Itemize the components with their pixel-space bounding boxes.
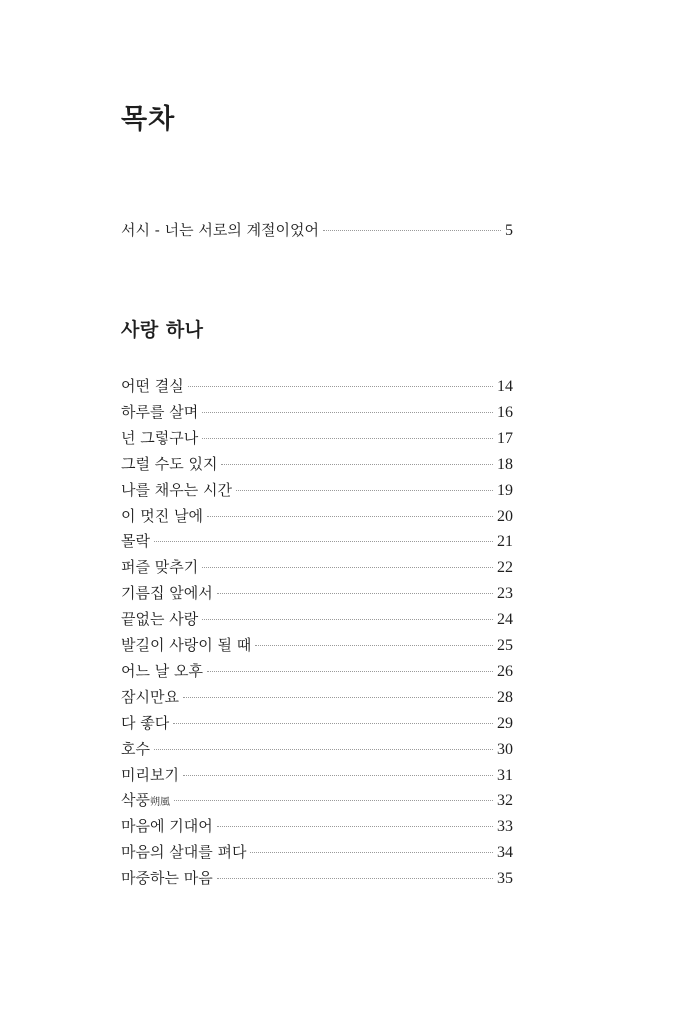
toc-entry-label: 어떤 결실	[121, 377, 184, 395]
toc-entry[interactable]	[121, 530, 513, 552]
toc-entry-label: 마음에 기대어	[121, 817, 213, 836]
toc-entry-page: 18	[497, 455, 513, 473]
toc-entry[interactable]	[121, 505, 513, 527]
dot-leader	[154, 749, 493, 750]
toc-entry-label: 마중하는 마음	[121, 869, 213, 888]
toc-entry-page: 31	[497, 766, 513, 784]
toc-entry-page: 35	[497, 870, 513, 888]
toc-entry-label: 잠시만요	[121, 687, 179, 706]
toc-entry-label: 몰락	[121, 532, 150, 551]
toc-entry[interactable]	[121, 660, 513, 682]
toc-entry-label: 발길이 사랑이 될 때	[121, 636, 252, 654]
toc-entry[interactable]	[121, 427, 513, 449]
dot-leader	[217, 878, 493, 879]
toc-entry-page: 34	[497, 844, 513, 862]
dot-leader	[221, 464, 493, 465]
section-title: 사랑 하나	[121, 319, 204, 341]
toc-entry-page: 16	[497, 403, 513, 421]
toc-entry-page: 26	[497, 662, 513, 680]
toc-entry-label: 다 좋다	[121, 713, 170, 732]
toc-entry-page: 20	[497, 507, 513, 525]
toc-entry-label: 퍼즐 맞추기	[121, 558, 199, 577]
toc-entry-label: 어느 날 오후	[121, 661, 203, 680]
toc-entry[interactable]	[121, 738, 513, 760]
toc-entry-label: 그럴 수도 있지	[121, 454, 218, 473]
toc-entry[interactable]	[121, 556, 513, 578]
toc-entry[interactable]	[121, 479, 513, 501]
dot-leader	[154, 541, 493, 542]
toc-entry[interactable]	[121, 608, 513, 630]
toc-entry[interactable]	[121, 582, 513, 604]
toc-entry-label: 끝없는 사랑	[121, 610, 199, 629]
toc-entry[interactable]	[121, 789, 513, 811]
dot-leader	[183, 697, 493, 698]
toc-entry-page: 23	[497, 585, 513, 603]
toc-entry-label: 삭풍	[121, 791, 150, 810]
dot-leader	[207, 516, 493, 517]
toc-entry[interactable]	[121, 686, 513, 708]
toc-entry-page: 5	[505, 222, 513, 239]
dot-leader	[202, 412, 493, 413]
toc-entry-page: 24	[497, 611, 513, 629]
dot-leader	[255, 645, 493, 646]
toc-entry[interactable]	[121, 712, 513, 734]
dot-leader	[173, 723, 493, 724]
dot-leader	[217, 593, 493, 594]
toc-entry-label: 기름집 앞에서	[121, 584, 213, 603]
toc-entry-label: 미리보기	[121, 765, 179, 784]
toc-entry-label: 호수	[121, 739, 150, 758]
toc-entry-page: 29	[497, 714, 513, 732]
toc-entry-page: 33	[497, 818, 513, 836]
toc-entry-page: 25	[497, 637, 513, 654]
toc-entry[interactable]	[121, 634, 513, 656]
toc-entry[interactable]	[121, 764, 513, 786]
toc-title: 목차	[121, 104, 176, 135]
dot-leader	[202, 619, 493, 620]
dot-leader	[202, 438, 493, 439]
toc-entry-page: 19	[497, 481, 513, 499]
dot-leader	[236, 490, 493, 491]
toc-entry[interactable]	[121, 841, 513, 863]
dot-leader	[174, 800, 493, 801]
toc-entry[interactable]	[121, 375, 513, 397]
toc-entry-label: 마음의 살대를 펴다	[121, 843, 247, 862]
toc-entry-page: 22	[497, 559, 513, 577]
toc-entry-page: 32	[497, 792, 513, 810]
toc-entry-page: 28	[497, 688, 513, 706]
dot-leader	[202, 567, 493, 568]
dot-leader	[207, 671, 493, 672]
toc-entry-label: 나를 채우는 시간	[121, 480, 232, 499]
toc-entry-label: 이 멋진 날에	[121, 506, 203, 525]
toc-entry-hanja: 朔風	[149, 797, 170, 809]
toc-entry-label: 하루를 살며	[121, 402, 199, 421]
toc-entry[interactable]	[121, 401, 513, 423]
toc-entry[interactable]	[121, 867, 513, 889]
toc-entry[interactable]	[121, 815, 513, 837]
dot-leader	[250, 852, 493, 853]
toc-entry-page: 17	[497, 429, 513, 447]
toc-entry-page: 21	[497, 533, 513, 551]
dot-leader	[188, 386, 493, 387]
toc-entry-page: 30	[497, 740, 513, 758]
dot-leader	[183, 775, 493, 776]
toc-entry[interactable]	[121, 453, 513, 475]
toc-entry-label: 서시 - 너는 서로의 계절이었어	[121, 221, 320, 239]
toc-entry-page: 14	[497, 378, 513, 395]
dot-leader	[217, 826, 493, 827]
toc-entry-label: 넌 그렇구나	[121, 428, 199, 447]
